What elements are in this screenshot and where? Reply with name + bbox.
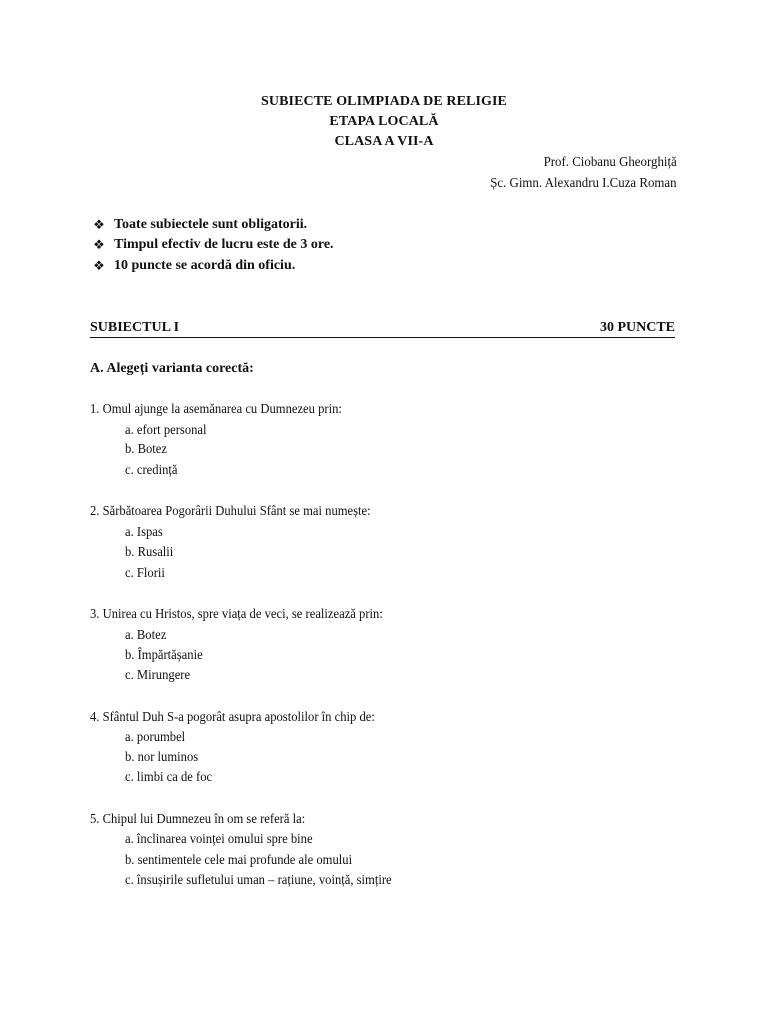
answer-option: c. Florii	[125, 566, 165, 581]
answer-option: c. credință	[125, 463, 178, 478]
answer-option: a. Botez	[125, 628, 167, 643]
answer-option: b. nor luminos	[125, 750, 199, 765]
rule-text: Toate subiectele sunt obligatorii.	[114, 217, 308, 232]
answer-option: b. Împărtășanie	[125, 648, 203, 663]
answer-option: c. Mirungere	[125, 668, 191, 683]
diamond-bullet-icon: ❖	[93, 258, 105, 273]
rule-item	[90, 257, 295, 275]
answer-option: a. efort personal	[125, 423, 207, 438]
subiect-points: 30 PUNCTE	[599, 320, 675, 335]
rule-item	[90, 236, 334, 254]
question-text: 3. Unirea cu Hristos, spre viața de veci, se realizează prin:	[90, 607, 383, 622]
answer-option: b. Botez	[125, 442, 167, 457]
rule-item	[90, 216, 307, 234]
diamond-bullet-icon: ❖	[93, 237, 105, 252]
document-title: SUBIECTE OLIMPIADA DE RELIGIE	[260, 94, 507, 109]
document-stage: ETAPA LOCALĂ	[329, 114, 439, 129]
subiect-header	[90, 319, 675, 338]
answer-option: a. porumbel	[125, 730, 186, 745]
document-class: CLASA A VII-A	[334, 134, 434, 149]
section-title: A. Alegeți varianta corectă:	[90, 361, 254, 376]
rule-text: 10 puncte se acordă din oficiu.	[114, 258, 296, 273]
subiect-name: SUBIECTUL I	[90, 320, 180, 335]
answer-option: a. Ispas	[125, 525, 163, 540]
school-name: Șc. Gimn. Alexandru I.Cuza Roman	[490, 176, 677, 191]
question-text: 1. Omul ajunge la asemănarea cu Dumnezeu prin:	[90, 402, 342, 417]
answer-option: b. sentimentele cele mai profunde ale omului	[125, 853, 353, 868]
question-text: 2. Sărbătoarea Pogorârii Duhului Sfânt se mai numește:	[90, 504, 371, 519]
question-text: 4. Sfântul Duh S-a pogorât asupra apostolilor în chip de:	[90, 710, 375, 725]
answer-option: a. înclinarea voinței omului spre bine	[125, 832, 313, 847]
diamond-bullet-icon: ❖	[93, 217, 105, 232]
answer-option: b. Rusalii	[125, 545, 174, 560]
rule-text: Timpul efectiv de lucru este de 3 ore.	[114, 237, 334, 252]
answer-option: c. însușirile sufletului uman – rațiune, voință, simțire	[125, 873, 392, 888]
question-text: 5. Chipul lui Dumnezeu în om se referă la:	[90, 812, 306, 827]
answer-option: c. limbi ca de foc	[125, 770, 213, 785]
author-name: Prof. Ciobanu Gheorghiță	[543, 155, 677, 170]
